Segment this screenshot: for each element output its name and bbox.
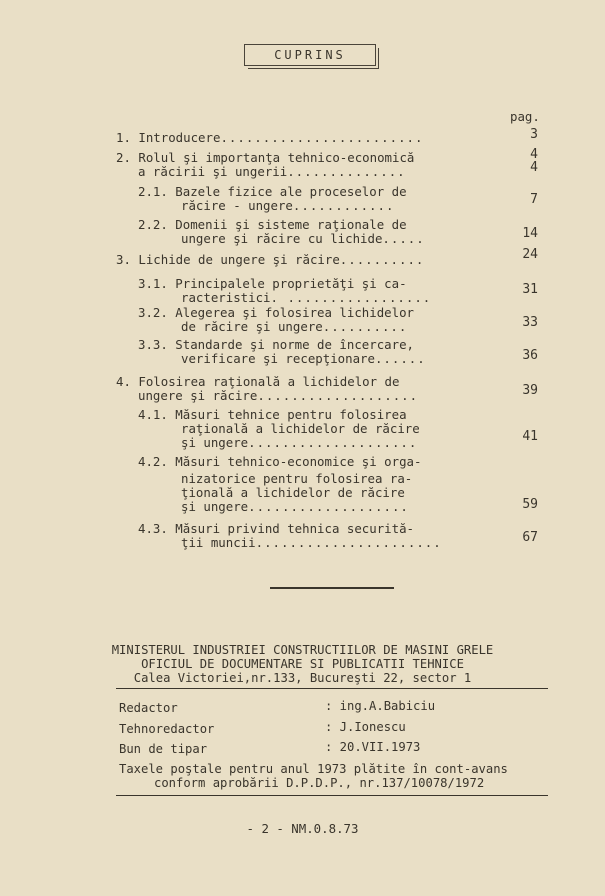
toc-page-number: 67 [522, 530, 538, 545]
publisher-address: Calea Victoriei,nr.133, Bucureşti 22, sector 1 [133, 671, 472, 685]
page-footer: - 2 - NM.0.8.73 [246, 821, 359, 836]
toc-entry-title-cont: ţională a lichidelor de răcire [181, 485, 405, 500]
toc-page-number: 39 [522, 383, 538, 398]
toc-entry-title-cont: de răcire şi ungere [181, 319, 323, 334]
separator-rule [116, 795, 548, 796]
publisher-name: MINISTERUL INDUSTRIEI CONSTRUCTIILOR DE MASINI GRELE [111, 643, 494, 657]
toc-entry-title: 4.1. Măsuri tehnice pentru folosirea [138, 407, 407, 422]
page-title: CUPRINS [244, 44, 376, 66]
toc-entry-title-cont: răcire - ungere [181, 198, 293, 213]
toc-entry-title: 3.1. Principalele proprietăţi şi ca- [138, 276, 407, 291]
page-column-label: pag. [510, 109, 540, 124]
toc-leader-dots: ................... [257, 388, 419, 403]
toc-page-number: 24 [522, 247, 538, 262]
toc-entry-title-cont: ungere şi răcire [138, 388, 258, 403]
toc-entry-title: 4.2. Măsuri tehnico-economice şi orga- [138, 454, 422, 469]
toc-page-number: 4 [530, 160, 538, 175]
print-approval-date: : 20.VII.1973 [325, 740, 421, 754]
toc-leader-dots: .................... [248, 435, 418, 450]
toc-page-number: 36 [522, 348, 538, 363]
toc-entry-title-cont: şi ungere [181, 499, 249, 514]
toc-page-number: 59 [522, 497, 538, 512]
toc-page-number: 41 [522, 429, 538, 444]
toc-entry-title: 2.2. Domenii şi sisteme raţionale de [138, 217, 407, 232]
toc-leader-dots: ..... [382, 231, 425, 246]
tehnoredactor-label: Tehnoredactor [119, 722, 215, 736]
toc-leader-dots: ................... [248, 499, 409, 514]
toc-entry-title: 1. Introducere [116, 130, 221, 145]
toc-entry-title-cont: verificare şi recepţionare [181, 351, 375, 366]
toc-entry-title-cont: racteristici [181, 290, 271, 305]
toc-leader-dots: . ................. [270, 290, 432, 305]
toc-entry-title: 3. Lichide de ungere şi răcire [116, 252, 340, 267]
toc-entry-title-cont: şi ungere [181, 435, 249, 450]
toc-page-number: 7 [530, 192, 538, 207]
tehnoredactor-value: : J.Ionescu [325, 720, 406, 734]
toc-entry-title-cont: ţii muncii [181, 535, 256, 550]
toc-leader-dots: ........................ [220, 130, 424, 145]
redactor-label: Redactor [119, 701, 178, 715]
toc-entry-title-cont: nizatorice pentru folosirea ra- [181, 471, 413, 486]
toc-entry-title: 3.2. Alegerea şi folosirea lichidelor [138, 305, 415, 320]
toc-entry-title: 2.1. Bazele fizice ale proceselor de [138, 184, 407, 199]
toc-entry-title: 4.3. Măsuri privind tehnica securită- [138, 521, 415, 536]
toc-entry-title: 3.3. Standarde şi norme de încercare, [138, 337, 415, 352]
separator-rule [116, 688, 548, 689]
toc-entry-title: 2. Rolul şi importanţa tehnico-economică [116, 150, 415, 165]
postal-tax-approval: conform aprobării D.P.D.P., nr.137/10078/1972 [154, 776, 485, 790]
postal-tax-note: Taxele poştale pentru anul 1973 plătite în cont-avans [119, 762, 508, 776]
toc-leader-dots: ...................... [255, 535, 442, 550]
publisher-office: OFICIUL DE DOCUMENTARE SI PUBLICATII TEHNICE [141, 657, 464, 671]
toc-page-number: 3 [530, 127, 538, 142]
toc-leader-dots: .......... [322, 319, 408, 334]
toc-leader-dots: ...... [374, 351, 426, 366]
toc-entry-title-cont: raţională a lichidelor de răcire [181, 421, 420, 436]
toc-page-number: 31 [522, 282, 538, 297]
redactor-value: : ing.A.Babiciu [325, 699, 436, 713]
toc-page-number: 4 [530, 147, 538, 162]
toc-entry-title-cont: ungere şi răcire cu lichide [181, 231, 383, 246]
toc-entry-title: 4. Folosirea raţională a lichidelor de [116, 374, 400, 389]
print-approval-label: Bun de tipar [119, 742, 208, 756]
toc-page-number: 33 [522, 315, 538, 330]
toc-leader-dots: .............. [287, 164, 406, 179]
separator-rule [270, 587, 394, 589]
toc-leader-dots: ............ [292, 198, 395, 213]
toc-leader-dots: .......... [339, 252, 425, 267]
toc-entry-title-cont: a răcirii şi ungerii [138, 164, 288, 179]
toc-page-number: 14 [522, 226, 538, 241]
